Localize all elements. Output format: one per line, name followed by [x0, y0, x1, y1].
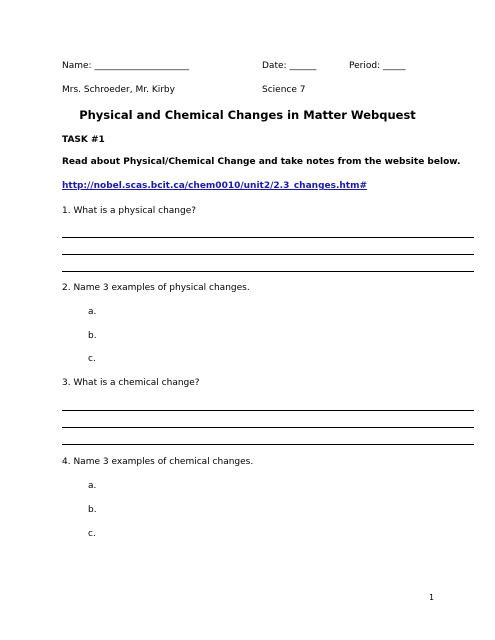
teachers-text: Mrs. Schroeder, Mr. Kirby: [62, 85, 175, 95]
period-field-label: Period: _____: [349, 61, 406, 71]
instructions-text: Read about Physical/Chemical Change and take notes from the website below.: [62, 157, 461, 167]
task-heading: TASK #1: [62, 135, 105, 145]
website-link[interactable]: http://nobel.scas.bcit.ca/chem0010/unit2/2.3_changes.htm#: [62, 181, 368, 191]
class-text: Science 7: [262, 85, 306, 95]
date-field-label: Date: ______: [262, 61, 317, 71]
answer-item-b: b.: [88, 505, 97, 515]
name-field-label: Name: _____________________: [62, 61, 189, 71]
question-2: 2. Name 3 examples of physical changes.: [62, 283, 250, 293]
answer-line: [62, 410, 474, 411]
answer-line: [62, 444, 474, 445]
page-number: 1: [429, 593, 435, 602]
answer-item-a: a.: [88, 307, 97, 317]
question-1: 1. What is a physical change?: [62, 206, 197, 216]
answer-line: [62, 427, 474, 428]
answer-line: [62, 271, 474, 272]
answer-item-c: c.: [88, 354, 96, 364]
answer-item-b: b.: [88, 331, 97, 341]
question-4: 4. Name 3 examples of chemical changes.: [62, 457, 254, 467]
answer-item-c: c.: [88, 529, 96, 539]
answer-item-a: a.: [88, 481, 97, 491]
page-title: Physical and Chemical Changes in Matter Webquest: [79, 108, 416, 122]
answer-line: [62, 254, 474, 255]
question-3: 3. What is a chemical change?: [62, 378, 200, 388]
answer-line: [62, 237, 474, 238]
